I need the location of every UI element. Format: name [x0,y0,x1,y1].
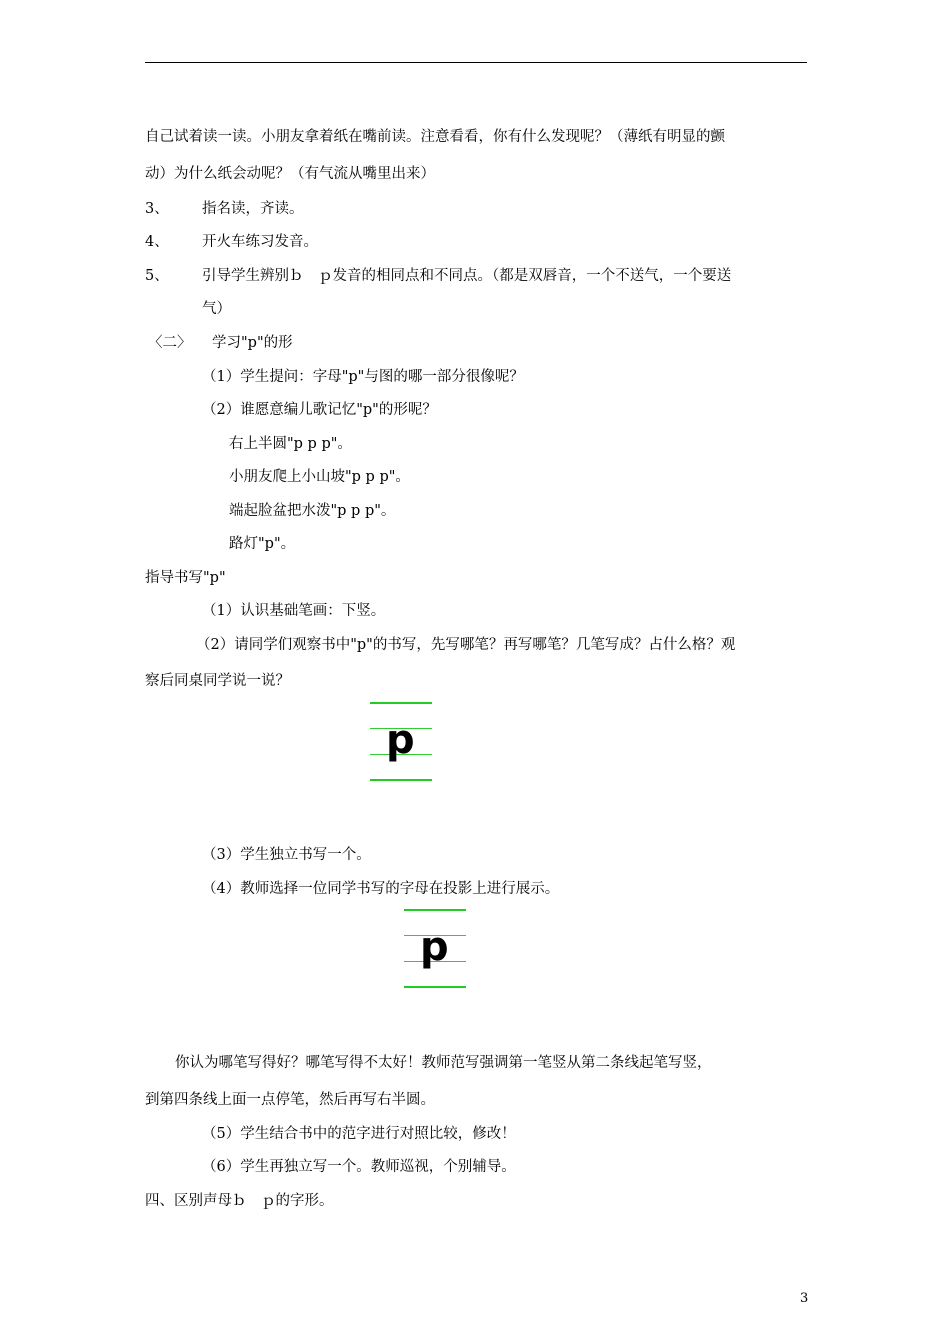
paragraph-line: 动）为什么纸会动呢？（有气流从嘴里出来） [145,166,435,182]
guide-line [370,779,432,781]
letter-glyph: p [386,717,415,763]
page-number: 3 [800,1291,809,1306]
guide-line [370,702,432,704]
letter-p-example [370,702,432,782]
paragraph-line: 你认为哪笔写得好？哪笔写得不太好！教师范写强调第一笔竖从第二条线起笔写竖， [175,1055,712,1071]
section-marker: 〈二〉 [148,335,192,351]
rhyme-line: 路灯"p"。 [229,536,296,552]
letter-glyph: p [420,924,449,970]
guide-line [404,909,466,911]
rhyme-line: 端起脸盆把水泼"p p p"。 [229,503,396,519]
item-text: 指名读，齐读。 [202,201,304,217]
paragraph-line: 自己试着读一读。小朋友拿着纸在嘴前读。注意看看，你有什么发现呢？（薄纸有明显的颤 [145,129,725,145]
guide-line [404,986,466,988]
item-text: 开火车练习发音。 [202,234,318,250]
paragraph-line: 到第四条线上面一点停笔，然后再写右半圆。 [145,1092,435,1108]
item-text-continued: 气） [202,301,231,317]
section-title: 学习"p"的形 [212,335,293,351]
item-text: 引导学生辨别ｂ ｐ发音的相同点和不同点。（都是双唇音，一个不送气，一个要送 [202,268,732,284]
rhyme-line: 小朋友爬上小山坡"p p p"。 [229,469,410,485]
step-line: （2）请同学们观察书中"p"的书写，先写哪笔？再写哪笔？几笔写成？占什么格？观 [196,637,736,653]
item-number: 3、 [145,201,169,217]
letter-p-student [404,909,466,989]
sub-heading: 指导书写"p" [145,570,226,586]
item-number: 5、 [145,268,169,284]
step-line: （4）教师选择一位同学书写的字母在投影上进行展示。 [202,881,560,897]
step-line: 察后同桌同学说一说？ [145,673,290,689]
question-line: （2）谁愿意编儿歌记忆"p"的形呢？ [202,402,437,418]
step-line: （3）学生独立书写一个。 [202,847,371,863]
rhyme-line: 右上半圆"p p p"。 [229,436,352,452]
question-line: （1）学生提问：字母"p"与图的哪一部分很像呢？ [202,369,524,385]
step-line: （6）学生再独立写一个。教师巡视，个别辅导。 [202,1159,516,1175]
step-line: （5）学生结合书中的范字进行对照比较，修改！ [202,1126,516,1142]
item-number: 4、 [145,234,169,250]
section-heading: 四、区别声母ｂ ｐ的字形。 [145,1193,334,1209]
step-line: （1）认识基础笔画：下竖。 [202,603,386,619]
header-rule [145,62,807,63]
